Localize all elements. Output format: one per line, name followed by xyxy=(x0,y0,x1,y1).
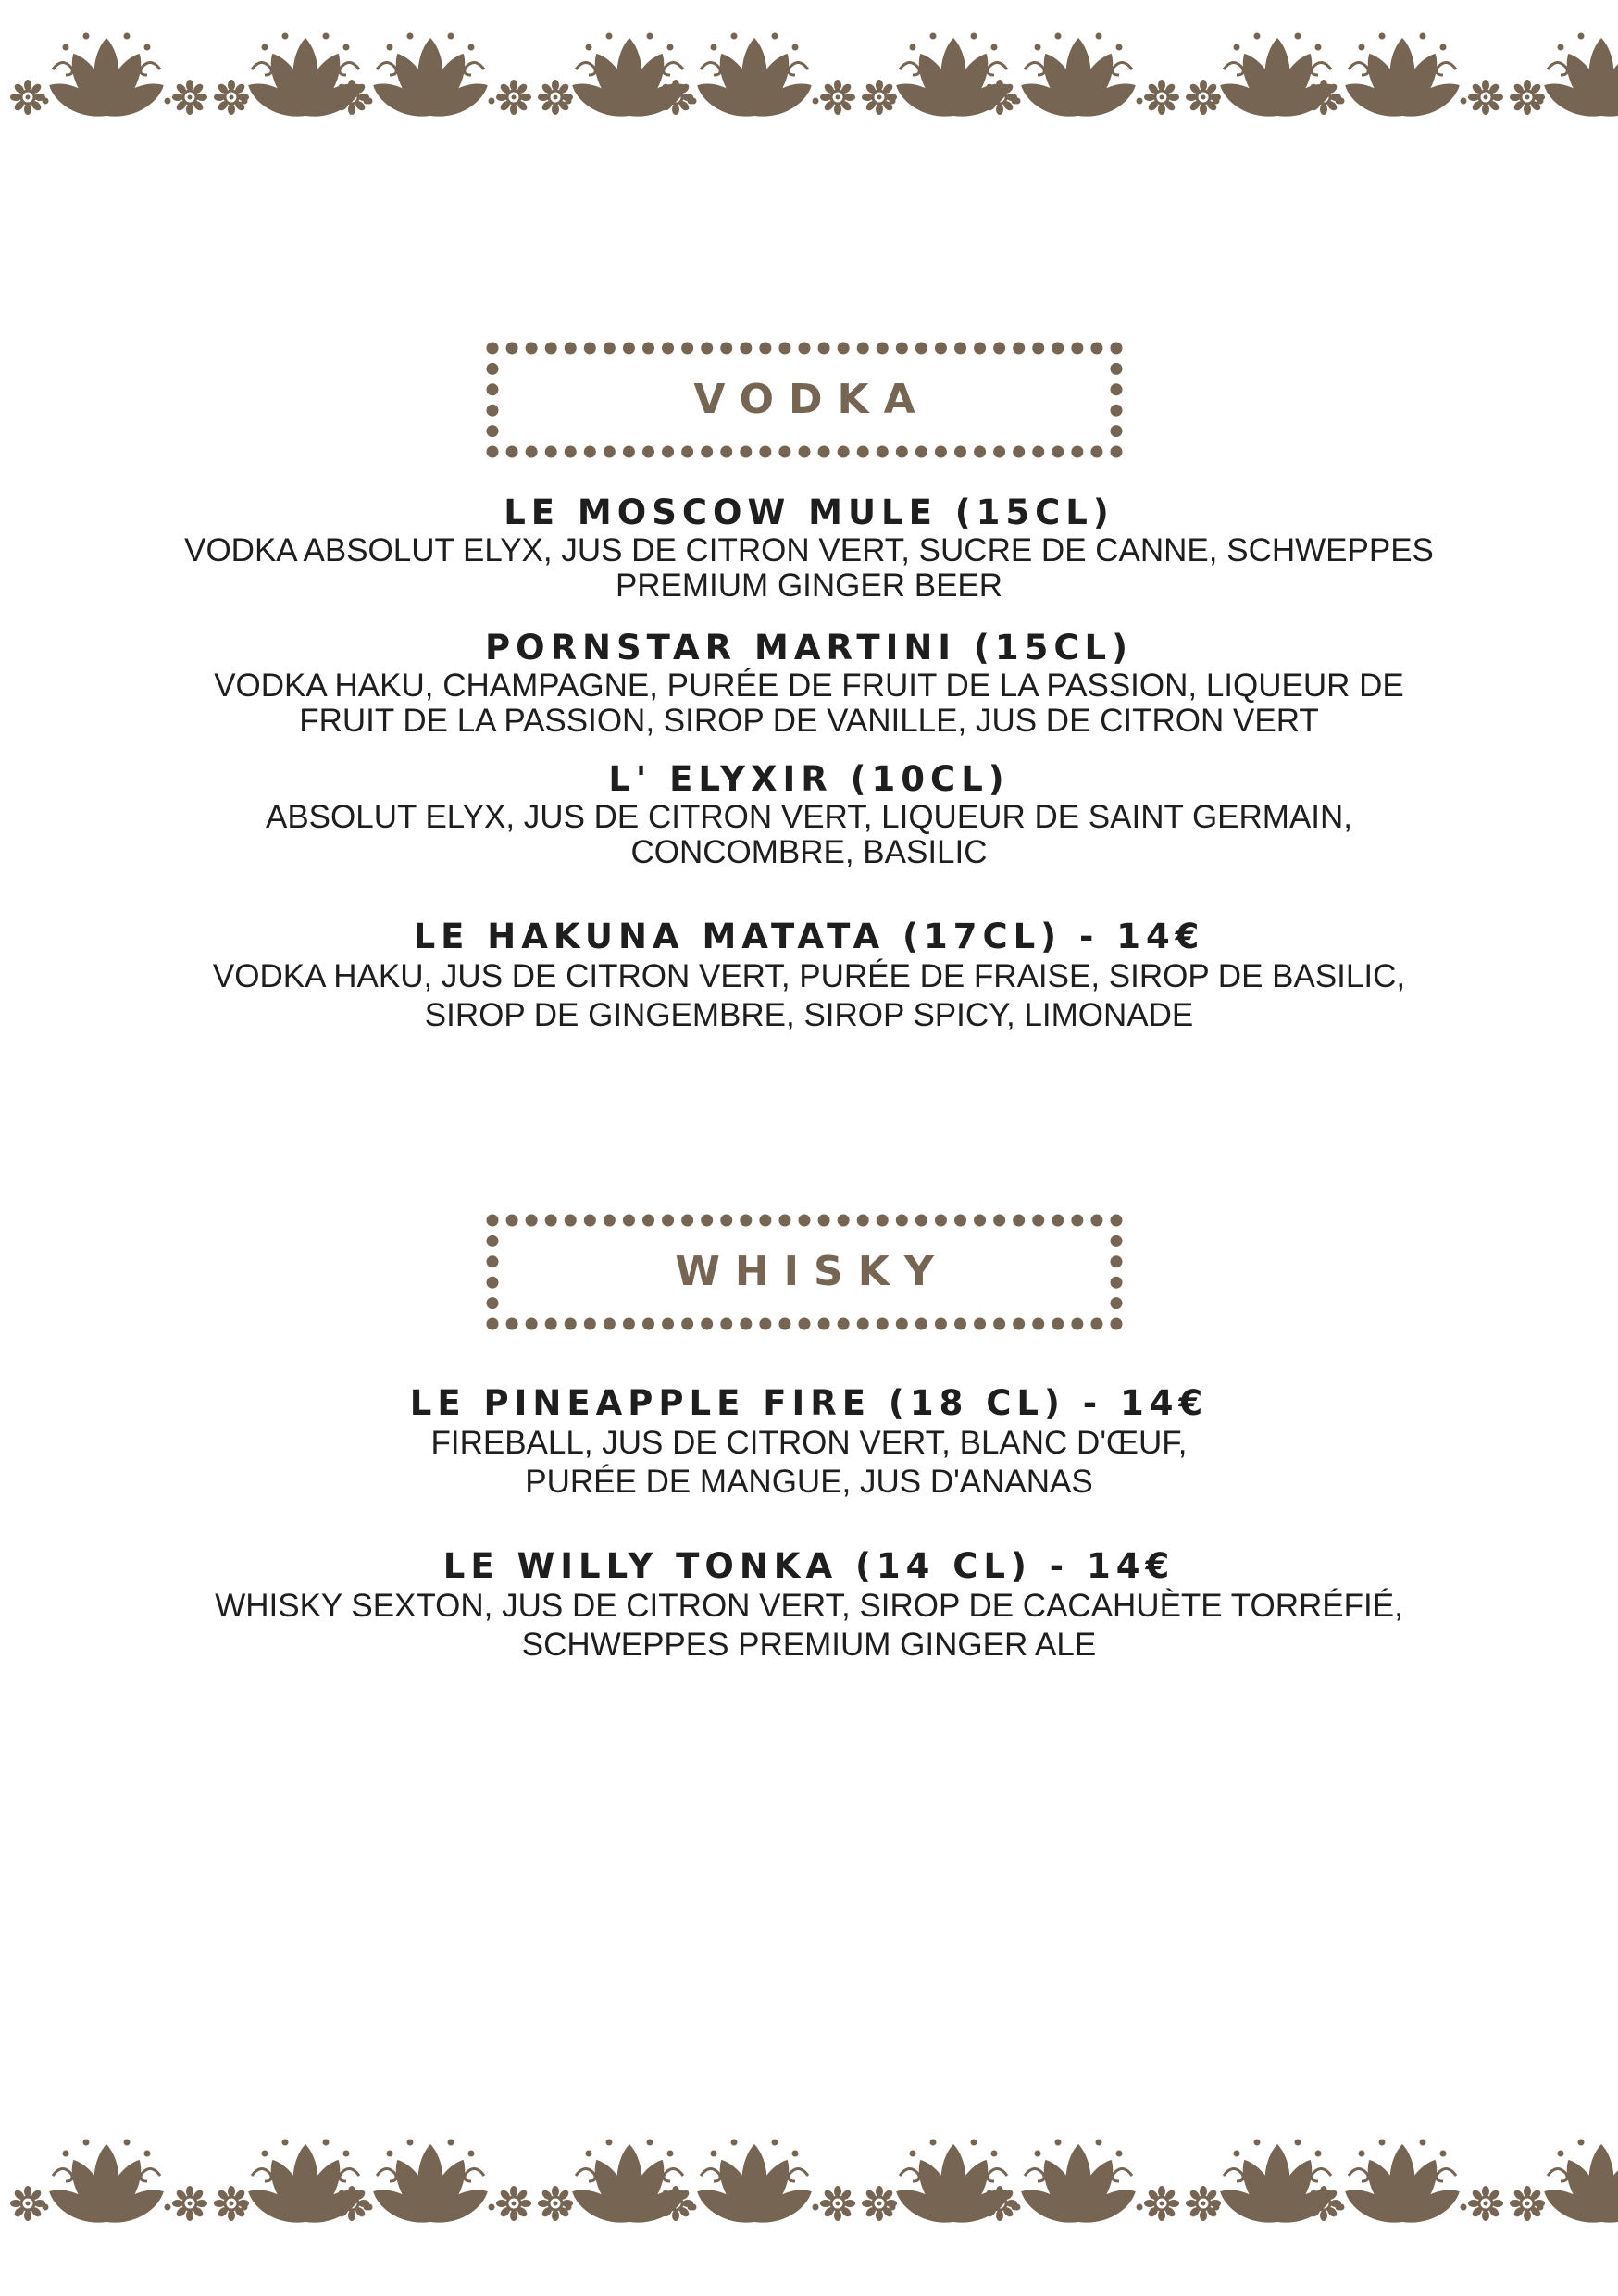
bottom-floral-border-icon xyxy=(0,2139,1618,2268)
vodka-section-header xyxy=(485,341,1124,459)
section-title-vodka: VODKA xyxy=(693,376,930,423)
ingredients-line: PURÉE DE MANGUE, JUS D'ANANAS xyxy=(525,1464,1093,1500)
ingredients-line: SCHWEPPES PREMIUM GINGER ALE xyxy=(521,1627,1097,1663)
ingredients-line: VODKA HAKU, JUS DE CITRON VERT, PURÉE DE FRAISE, SIROP DE BASILIC, xyxy=(212,958,1406,994)
ingredients-line: ABSOLUT ELYX, JUS DE CITRON VERT, LIQUEUR DE SAINT GERMAIN, xyxy=(265,799,1353,835)
cocktail-name: L' ELYXIR (10CL) xyxy=(608,759,1010,799)
ingredients-line: WHISKY SEXTON, JUS DE CITRON VERT, SIROP DE CACAHUÈTE TORRÉFIÉ, xyxy=(215,1588,1403,1624)
cocktail-ingredients xyxy=(56,668,1562,739)
menu-item xyxy=(56,917,1562,1035)
cocktail-name: LE WILLY TONKA (14 CL) - 14€ xyxy=(442,1546,1176,1586)
section-title-whisky: WHISKY xyxy=(675,1248,949,1295)
cocktail-name: PORNSTAR MARTINI (15CL) xyxy=(485,628,1133,668)
whisky-section-header xyxy=(485,1213,1124,1331)
ingredients-line: VODKA HAKU, CHAMPAGNE, PURÉE DE FRUIT DE LA PASSION, LIQUEUR DE xyxy=(214,668,1404,704)
cocktail-ingredients xyxy=(56,533,1562,604)
cocktail-name: LE MOSCOW MULE (15CL) xyxy=(504,493,1114,532)
ingredients-line: FRUIT DE LA PASSION, SIROP DE VANILLE, JUS DE CITRON VERT xyxy=(299,703,1319,739)
ingredients-line: SIROP DE GINGEMBRE, SIROP SPICY, LIMONADE xyxy=(424,997,1194,1033)
cocktail-ingredients xyxy=(56,800,1562,870)
ingredients-line: CONCOMBRE, BASILIC xyxy=(630,834,988,870)
ingredients-line: PREMIUM GINGER BEER xyxy=(615,568,1003,604)
menu-item xyxy=(56,1383,1562,1502)
top-floral-border-icon xyxy=(0,32,1618,162)
menu-item xyxy=(56,628,1562,739)
ingredients-line: FIREBALL, JUS DE CITRON VERT, BLANC D'ŒUF, xyxy=(430,1425,1188,1461)
cocktail-ingredients xyxy=(56,957,1562,1035)
menu-item xyxy=(56,1546,1562,1665)
cocktail-name: LE PINEAPPLE FIRE (18 CL) - 14€ xyxy=(409,1383,1209,1423)
cocktail-ingredients xyxy=(56,1587,1562,1665)
cocktail-ingredients xyxy=(56,1424,1562,1502)
menu-item xyxy=(56,759,1562,870)
menu-item xyxy=(56,493,1562,604)
cocktail-name: LE HAKUNA MATATA (17CL) - 14€ xyxy=(413,917,1205,956)
ingredients-line: VODKA ABSOLUT ELYX, JUS DE CITRON VERT, SUCRE DE CANNE, SCHWEPPES xyxy=(184,532,1434,568)
